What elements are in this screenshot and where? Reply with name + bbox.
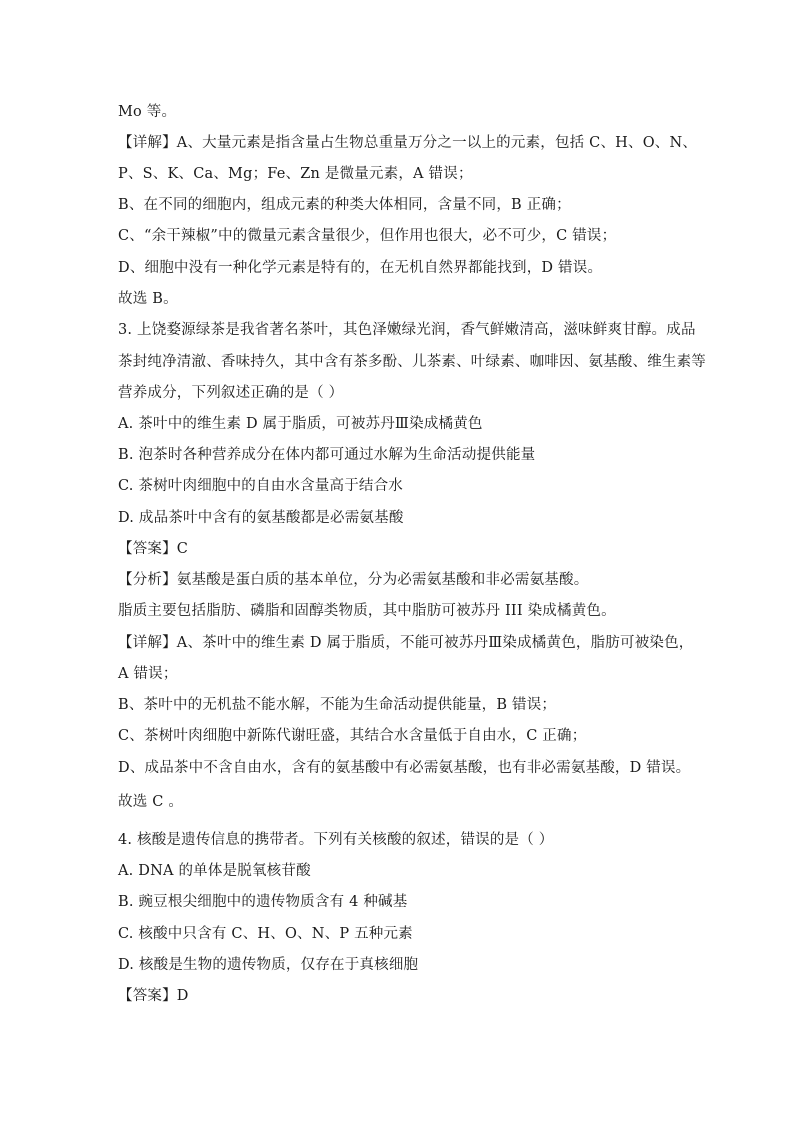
text-line: 【详解】A、茶叶中的维生素 D 属于脂质，不能可被苏丹Ⅲ染成橘黄色，脂肪可被染色， (118, 635, 694, 651)
question-3-stem: 营养成分，下列叙述正确的是（ ） (118, 385, 344, 401)
question-3-option-a: A. 茶叶中的维生素 D 属于脂质，可被苏丹Ⅲ染成橘黄色 (118, 416, 483, 432)
text-line: B、茶叶中的无机盐不能水解，不能为生命活动提供能量，B 错误； (118, 697, 557, 713)
text-line: A 错误； (118, 666, 178, 682)
question-4-stem: 4. 核酸是遗传信息的携带者。下列有关核酸的叙述，错误的是（ ） (118, 832, 554, 848)
text-line: 【分析】氨基酸是蛋白质的基本单位，分为必需氨基酸和非必需氨基酸。 (118, 572, 589, 588)
text-line: D、成品茶中不含自由水，含有的氨基酸中有必需氨基酸，也有非必需氨基酸，D 错误。 (118, 760, 691, 776)
question-3-option-c: C. 茶树叶肉细胞中的自由水含量高于结合水 (118, 478, 403, 494)
question-3-option-d: D. 成品茶叶中含有的氨基酸都是必需氨基酸 (118, 510, 404, 526)
question-3-stem: 3. 上饶婺源绿茶是我省著名茶叶，其色泽嫩绿光润，香气鲜嫩清高，滋味鲜爽甘醇。成品 (118, 322, 696, 338)
text-line: 脂质主要包括脂肪、磷脂和固醇类物质，其中脂肪可被苏丹 III 染成橘黄色。 (118, 603, 616, 619)
question-4-answer: 【答案】D (118, 988, 189, 1004)
question-4-option-d: D. 核酸是生物的遗传物质，仅存在于真核细胞 (118, 957, 419, 973)
question-4-option-b: B. 豌豆根尖细胞中的遗传物质含有 4 种碱基 (118, 894, 408, 910)
text-line: Mo 等。 (118, 104, 177, 120)
question-3-option-b: B. 泡茶时各种营养成分在体内都可通过水解为生命活动提供能量 (118, 447, 536, 463)
text-line: 【详解】A、大量元素是指含量占生物总重量万分之一以上的元素，包括 C、H、O、N、 (118, 135, 698, 151)
question-3-stem: 茶封纯净清澈、香味持久，其中含有茶多酚、儿茶素、叶绿素、咖啡因、氨基酸、维生素等 (118, 354, 706, 370)
text-line: 故选 C 。 (118, 794, 184, 810)
text-line: B、在不同的细胞内，组成元素的种类大体相同，含量不同，B 正确； (118, 197, 571, 213)
question-3-answer: 【答案】C (118, 541, 189, 557)
question-4-option-c: C. 核酸中只含有 C、H、O、N、P 五种元素 (118, 926, 413, 942)
text-line: D、细胞中没有一种化学元素是特有的，在无机自然界都能找到，D 错误。 (118, 260, 603, 276)
text-line: C、茶树叶肉细胞中新陈代谢旺盛，其结合水含量低于自由水，C 正确； (118, 728, 587, 744)
text-line: 故选 B。 (118, 291, 178, 307)
question-4-option-a: A. DNA 的单体是脱氧核苷酸 (118, 863, 311, 879)
text-line: P、S、K、Ca、Mg；Fe、Zn 是微量元素，A 错误； (118, 166, 473, 182)
text-line: C、“余干辣椒”中的微量元素含量很少，但作用也很大，必不可少，C 错误； (118, 228, 617, 244)
